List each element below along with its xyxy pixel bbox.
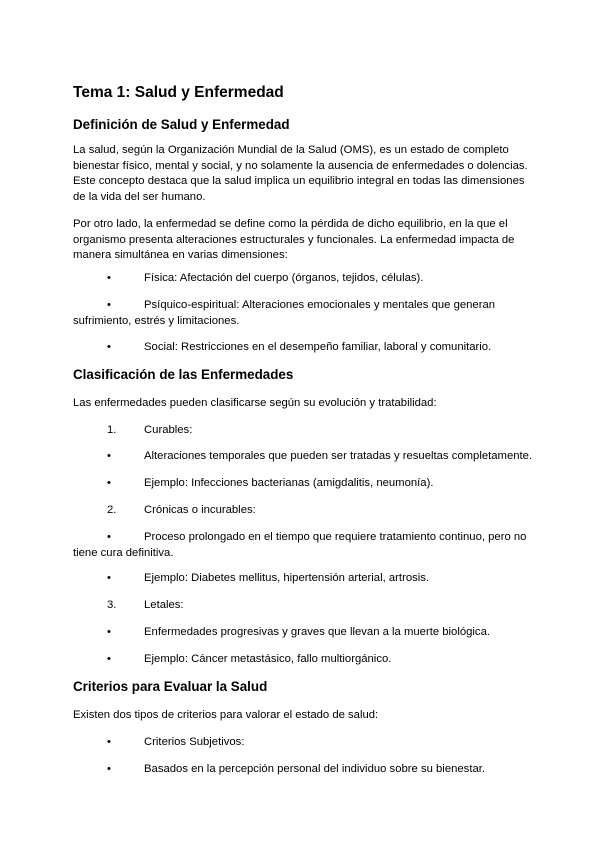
list-item-text: Criterios Subjetivos: — [144, 736, 245, 748]
number-marker: 1. — [107, 424, 117, 436]
list-item — [73, 449, 533, 465]
bullet-marker: • — [107, 341, 111, 353]
list-item-text: Psíquico-espiritual: Alteraciones emocionales y mentales que generan sufrimiento, estrés y limitaciones. — [73, 299, 496, 327]
bullet-marker: • — [107, 531, 111, 543]
list-item-text: Ejemplo: Diabetes mellitus, hipertensión arterial, artrosis. — [144, 572, 430, 584]
list-item-text: Física: Afectación del cuerpo (órganos, tejidos, células). — [144, 272, 424, 284]
bullet-marker: • — [107, 572, 111, 584]
bullet-marker: • — [107, 450, 111, 462]
paragraph-enfermedad: Por otro lado, la enfermedad se define como la pérdida de dicho equilibrio, en la que el organismo presenta alteraciones estructurales y funcionales. La enfermedad impacta de manera simultánea en varias dimensiones: — [73, 218, 515, 262]
section-heading-criterios: Criterios para Evaluar la Salud — [73, 679, 268, 694]
list-item — [73, 476, 533, 492]
list-item-text: Social: Restricciones en el desempeño familiar, laboral y comunitario. — [144, 341, 492, 353]
list-item-text: Letales: — [144, 599, 184, 611]
list-item-text: Basados en la percepción personal del individuo sobre su bienestar. — [144, 763, 486, 775]
bullet-marker: • — [107, 626, 111, 638]
list-item-text: Alteraciones temporales que pueden ser tratadas y resueltas completamente. — [144, 450, 533, 462]
bullet-marker: • — [107, 299, 111, 311]
list-item — [73, 571, 533, 587]
bullet-marker: • — [107, 736, 111, 748]
list-item-text: Enfermedades progresivas y graves que llevan a la muerte biológica. — [144, 626, 491, 638]
list-item — [73, 762, 533, 778]
paragraph-salud: La salud, según la Organización Mundial de la Salud (OMS), es un estado de completo bienestar físico, mental y social, y no solamente la ausencia de enfermedades o dolencias. Este concepto destaca que la salud implica un equilibrio integral en todas las dimensiones de la vida del ser humano. — [73, 144, 528, 204]
list-item-text: Proceso prolongado en el tiempo que requiere tratamiento continuo, pero no tiene cura definitiva. — [73, 531, 527, 559]
list-item — [73, 530, 533, 561]
document-title: Tema 1: Salud y Enfermedad — [73, 84, 284, 101]
list-item — [73, 652, 533, 668]
list-item — [73, 340, 533, 356]
paragraph-criterios-intro: Existen dos tipos de criterios para valorar el estado de salud: — [73, 709, 379, 721]
list-item — [73, 503, 533, 519]
bullet-marker: • — [107, 477, 111, 489]
list-item — [73, 423, 533, 439]
list-item — [73, 298, 533, 329]
list-item-text: Ejemplo: Infecciones bacterianas (amigdalitis, neumonía). — [144, 477, 434, 489]
section-heading-clasificacion: Clasificación de las Enfermedades — [73, 367, 294, 382]
list-item — [73, 598, 533, 614]
list-item — [73, 271, 533, 287]
bullet-marker: • — [107, 272, 111, 284]
list-item — [73, 735, 533, 751]
number-marker: 3. — [107, 599, 117, 611]
list-item — [73, 625, 533, 641]
bullet-marker: • — [107, 763, 111, 775]
paragraph-clasificacion-intro: Las enfermedades pueden clasificarse según su evolución y tratabilidad: — [73, 397, 437, 409]
list-item-text: Curables: — [144, 424, 193, 436]
bullet-marker: • — [107, 653, 111, 665]
number-marker: 2. — [107, 504, 117, 516]
list-item-text: Ejemplo: Cáncer metastásico, fallo multiorgánico. — [144, 653, 392, 665]
list-item-text: Crónicas o incurables: — [144, 504, 256, 516]
section-heading-definicion: Definición de Salud y Enfermedad — [73, 117, 290, 132]
